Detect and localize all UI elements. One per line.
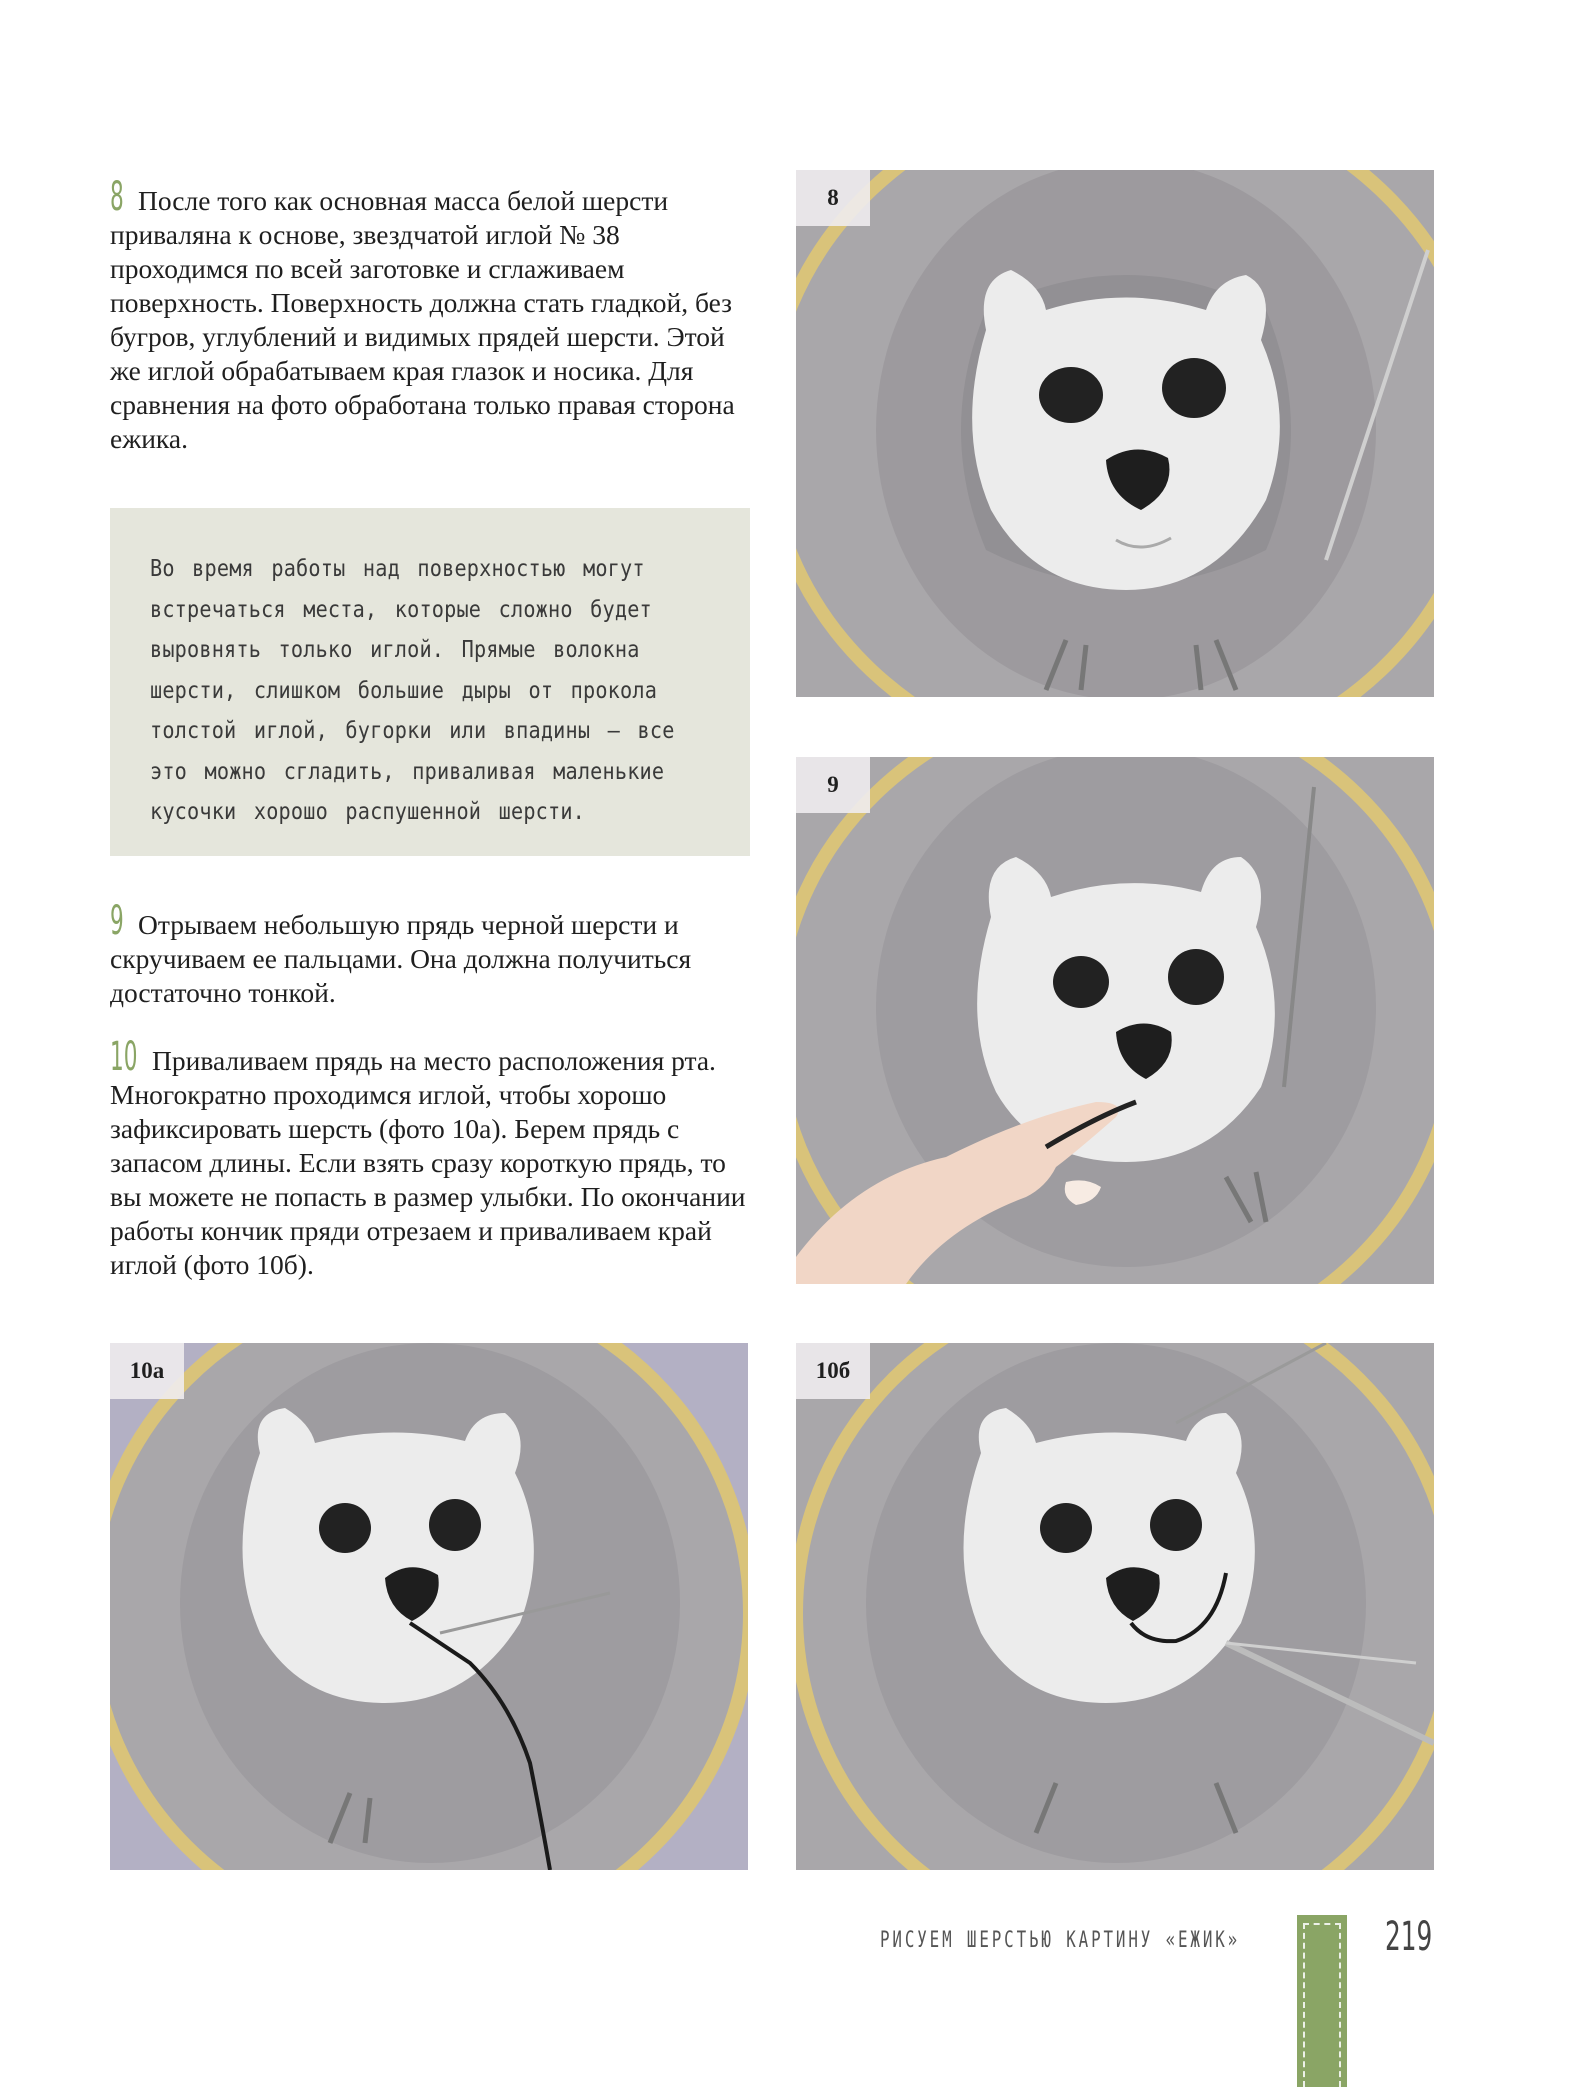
page-number: 219 — [1385, 1914, 1433, 1960]
photo-label: 10б — [796, 1343, 870, 1399]
tip-text: Во время работы над поверхностью могут встречаться места, которые сложно будет выровнять только иглой. Прямые волокна шерсти, слишком большие дыры от прокола толстой иглой, бугорки или впадины — все это можно сгладить, приваливая маленькие кусочки хорошо распушенной шерсти. — [150, 554, 675, 825]
step-text: После того как основная масса белой шерсти приваляна к основе, звездчатой иглой № 38 проходимся по всей заготовке и сглаживаем поверхность. Поверхность должна стать гладкой, без бугров, углублений и видимых прядей шерсти. Этой же иглой обрабатываем края глазок и носика. Для сравнения на фото обработана только правая сторона ежика. — [110, 185, 735, 454]
photo-label: 10а — [110, 1343, 184, 1399]
photo-10b — [796, 1343, 1434, 1870]
step-number: 8 — [110, 174, 124, 220]
step-text: Приваливаем прядь на место расположения рта. Многократно проходимся иглой, чтобы хорошо зафиксировать шерсть (фото 10а). Берем прядь с запасом длины. Если взять сразу короткую прядь, то вы можете не попасть в размер улыбки. По окончании работы кончик пряди отрезаем и приваливаем край иглой (фото 10б). — [110, 1045, 746, 1280]
photo-10a — [110, 1343, 748, 1870]
step-text: Отрываем небольшую прядь черной шерсти и скручиваем ее пальцами. Она должна получиться достаточно тонкой. — [110, 909, 692, 1008]
photo-label: 9 — [796, 757, 870, 813]
felt-hedgehog-illustration — [110, 1343, 748, 1870]
felt-hedgehog-illustration — [796, 170, 1434, 697]
running-footer-title: РИСУЕМ ШЕРСТЬЮ КАРТИНУ «ЕЖИК» — [880, 1928, 1241, 1953]
felt-hedgehog-illustration — [796, 757, 1434, 1284]
step-9 — [110, 898, 752, 1010]
photo-label: 8 — [796, 170, 870, 226]
tip-box — [110, 508, 750, 856]
step-number: 9 — [110, 898, 124, 944]
step-number: 10 — [110, 1034, 138, 1080]
photo-8 — [796, 170, 1434, 697]
chapter-tab — [1297, 1915, 1347, 2087]
step-10 — [110, 1034, 752, 1282]
step-8 — [110, 174, 752, 456]
photo-9 — [796, 757, 1434, 1284]
felt-hedgehog-illustration — [796, 1343, 1434, 1870]
